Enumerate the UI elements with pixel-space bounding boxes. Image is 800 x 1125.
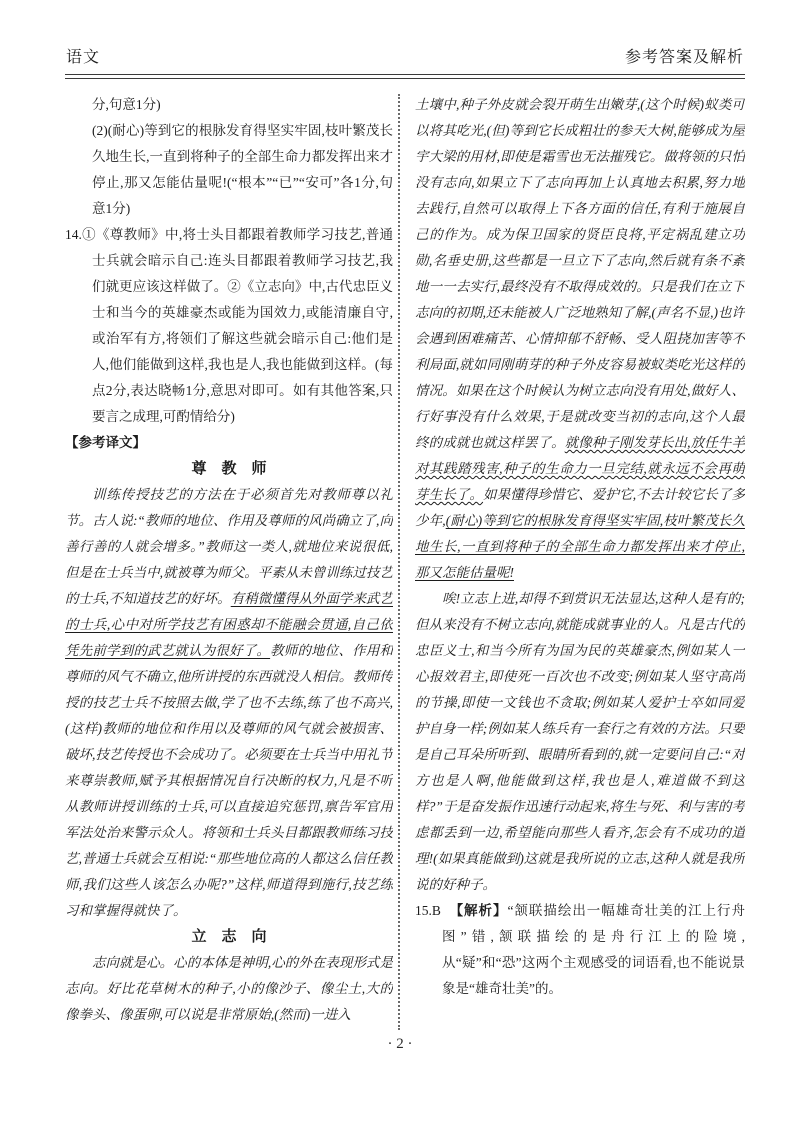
- bold-text: 尊 教 师: [191, 461, 267, 477]
- text-run: 分,句意1分): [92, 97, 161, 112]
- reference-translation-label: [65, 430, 393, 456]
- text-run: 14.①《尊教师》中,将士头目都跟着教师学习技艺,普通士兵就会暗示自己:连头目都跟着教师学习技艺,我们就更应该这样做了。②《立志向》中,古代忠臣义士和当今的英雄豪杰或能为国效力,或能清廉自守,或治军有方,将领们了解这些就会暗示自己:他们是人,他们能做到这样,我也是人,我也能做到这样。(每点2分,表达晓畅1分,意思对即可。如有其他答案,只要言之成理,可酌情给分): [65, 227, 393, 424]
- answer-continuation: [65, 92, 393, 118]
- text-run: “颔联描绘出一幅雄奇壮美的江上行舟图”错,颔联描绘的是舟行江上的险境,从“疑”和“恐”这两个主观感受的词语看,也不能说景象是“雄奇壮美”的。: [442, 903, 745, 996]
- translation-paragraph: [65, 482, 393, 924]
- underlined-text: (耐心)等到它的根脉发育得坚实牢固,枝叶繁茂长久地生长,一直到将种子的全部生命力都发挥出来才停止,那又怎能估量呢!: [415, 513, 745, 580]
- text-run: 志向就是心。心的本体是神明,心的外在表现形式是志向。好比花草树木的种子,小的像沙子、像尘土,大的像拳头、像蛋卵,可以说是非常原始,(然而)一进入: [65, 955, 393, 1022]
- bold-text: 【参考译文】: [65, 435, 146, 450]
- text-run: 15.B: [415, 903, 457, 918]
- text-run: 土壤中,种子外皮就会裂开萌生出嫩芽,(这个时候)蚁类可以将其吃光,(但)等到它长成粗壮的参天大树,能够成为屋宇大梁的用材,即使是霜雪也无法摧残它。做将领的只怕没有志向,如果立下了志向再加上认真地去积累,努力地去践行,自然可以取得上下各方面的信任,有利于施展自己的作为。成为保卫国家的贤臣良将,平定祸乱建立功勋,名垂史册,这些都是一旦立下了志向,然后就有条不紊地一一去实行,最终没有不取得成效的。只是我们在立下志向的初期,还未能被人广泛地熟知了解,(声名不显,)也许会遇到困难痛苦、心情抑郁不舒畅、受人阻挠加害等不利局面,就如同刚萌芽的种子外皮容易被蚁类吃光这样的情况。如果在这个时候认为树立志向没有用处,做好人、行好事没有什么效果,于是就改变当初的志向,这个人最终的成就也就这样罢了。: [415, 97, 745, 450]
- header-subject: 语文: [66, 49, 101, 66]
- bold-text: 【解析】: [456, 903, 508, 918]
- section-heading: [65, 924, 393, 950]
- column-left: [65, 92, 393, 1034]
- wavy-underlined-text: 就像种子刚发芽长出,放任牛羊对其践踏残害,种子的生命力一旦完结,就永远不会再萌芽生长了。: [415, 435, 745, 502]
- text-run: 如果懂得珍惜它、爱护它,不去计较它长了多少年,: [415, 487, 745, 528]
- answer-item: [415, 898, 745, 1002]
- text-run: 训练传授技艺的方法在于必须首先对教师尊以礼节。古人说:“教师的地位、作用及尊师的风尚确立了,向善行善的人就会增多。”教师这一类人,就地位来说很低,但是在士兵当中,就被尊为师父。平素从未曾训练过技艺的士兵,不知道技艺的好坏。: [65, 487, 393, 606]
- translation-paragraph: [65, 950, 393, 1028]
- bold-text: 立 志 向: [191, 929, 267, 945]
- column-right: [415, 92, 745, 1034]
- column-divider: [398, 94, 400, 1030]
- answer-sub-item: [65, 118, 393, 222]
- text-run: 教师的地位、作用和尊师的风气不确立,他所讲授的东西就没人相信。教师传授的技艺士兵不按照去做,学了也不去练,练了也不高兴,(这样)教师的地位和作用以及尊师的风气就会被损害、破坏,技艺传授也不会成功了。必须要在士兵当中用礼节来尊崇教师,赋予其根据情况自行决断的权力,凡是不听从教师讲授训练的士兵,可以直接追究惩罚,禀告军官用军法处治来警示众人。将领和士兵头目都跟教师练习技艺,普通士兵就会互相说:“那些地位高的人都这么信任教师,我们这些人该怎么办呢?”这样,师道得到施行,技艺练习和掌握得就快了。: [65, 643, 393, 918]
- answer-item: [65, 222, 393, 430]
- page-number: · 2 ·: [387, 1036, 413, 1052]
- translation-continuation: [415, 92, 745, 586]
- two-column-body: [65, 92, 745, 1034]
- header-title: 参考答案及解析: [624, 49, 744, 66]
- header-double-rule: [65, 74, 745, 79]
- text-run: (2)(耐心)等到它的根脉发育得坚实牢固,枝叶繁茂长久地生长,一直到将种子的全部生命力都发挥出来才停止,那又怎能估量呢!(“根本”“已”“安可”各1分,句意1分): [92, 123, 393, 216]
- translation-paragraph: [415, 586, 745, 898]
- underlined-text: 有稍微懂得从外面学来武艺的士兵,心中对所学技艺有困惑却不能融会贯通,自己依凭先前学到的武艺就认为很好了。: [65, 591, 393, 658]
- section-heading: [65, 456, 393, 482]
- text-run: 唉!立志上进,却得不到赏识无法显达,这种人是有的;但从来没有不树立志向,就能成就事业的人。凡是古代的忠臣义士,和当今所有为国为民的英雄豪杰,例如某人一心报效君主,即使死一百次也不改变;例如某人坚守高尚的节操,即使一文钱也不贪取;例如某人爱护士卒如同爱护自身一样;例如某人练兵有一套行之有效的方法。只要是自己耳朵所听到、眼睛所看到的,就一定要问自己:“对方也是人啊,他能做到这样,我也是人,难道做不到这样?”于是奋发振作迅速行动起来,将生与死、利与害的考虑都丢到一边,希望能向那些人看齐,怎会有不成功的道理!(如果真能做到)这就是我所说的立志,这种人就是我所说的好种子。: [415, 591, 745, 892]
